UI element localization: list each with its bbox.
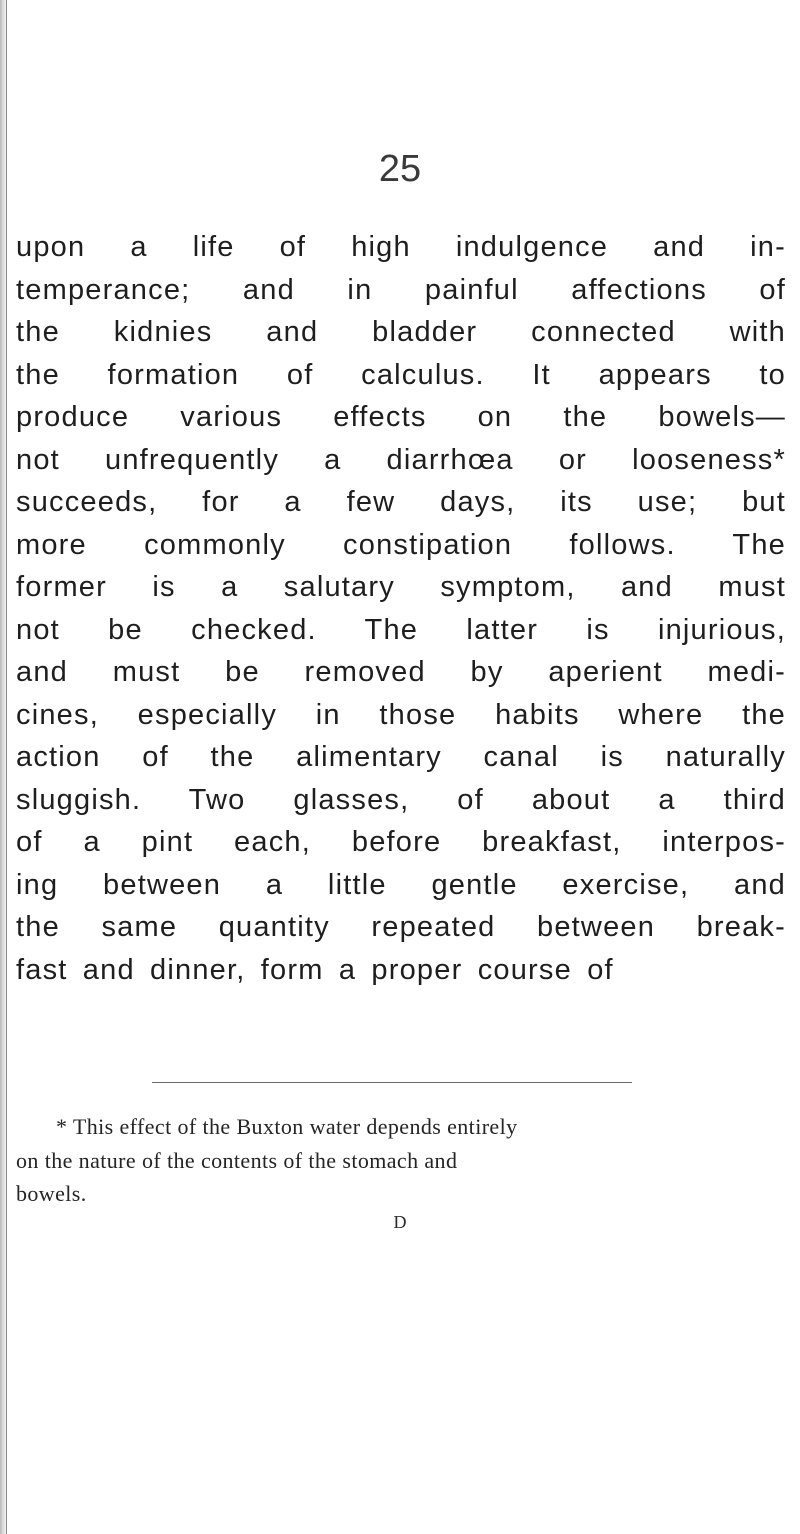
footnote-line: bowels.: [16, 1181, 87, 1206]
body-line: of a pint each, before breakfast, interpos-: [16, 826, 786, 858]
body-line: more commonly constipation follows. The: [16, 528, 786, 561]
body-line: fast and dinner, form a proper course of: [16, 953, 614, 986]
footnote-rule: [152, 1082, 632, 1083]
footnote-line: * This effect of the Buxton water depends entirely: [56, 1114, 518, 1139]
body-line: ing between a little gentle exercise, and: [16, 868, 786, 901]
body-text: [16, 226, 786, 991]
body-line: cines, especially in those habits where the: [16, 698, 786, 731]
footnote: [16, 1110, 781, 1211]
body-line: former is a salutary symptom, and must: [16, 571, 786, 603]
body-line: upon a life of high indulgence and in-: [16, 231, 786, 263]
body-line: the same quantity repeated between break-: [16, 911, 786, 943]
body-line: the formation of calculus. It appears to: [16, 358, 786, 391]
page-binding-line: [6, 0, 7, 1534]
body-line: action of the alimentary canal is naturally: [16, 741, 786, 773]
footnote-line: on the nature of the contents of the stomach and: [16, 1147, 458, 1173]
signature-mark: D: [393, 1212, 407, 1232]
page-number: 25: [378, 148, 422, 190]
body-line: sluggish. Two glasses, of about a third: [16, 783, 786, 816]
body-line: not unfrequently a diarrhœa or looseness*: [16, 443, 786, 476]
body-line: succeeds, for a few days, its use; but: [16, 486, 786, 518]
body-line: the kidnies and bladder connected with: [16, 316, 786, 348]
body-line: and must be removed by aperient medi-: [16, 656, 786, 688]
body-line: produce various effects on the bowels—: [16, 401, 786, 433]
body-line: temperance; and in painful affections of: [16, 273, 786, 306]
body-line: not be checked. The latter is injurious,: [16, 613, 786, 646]
